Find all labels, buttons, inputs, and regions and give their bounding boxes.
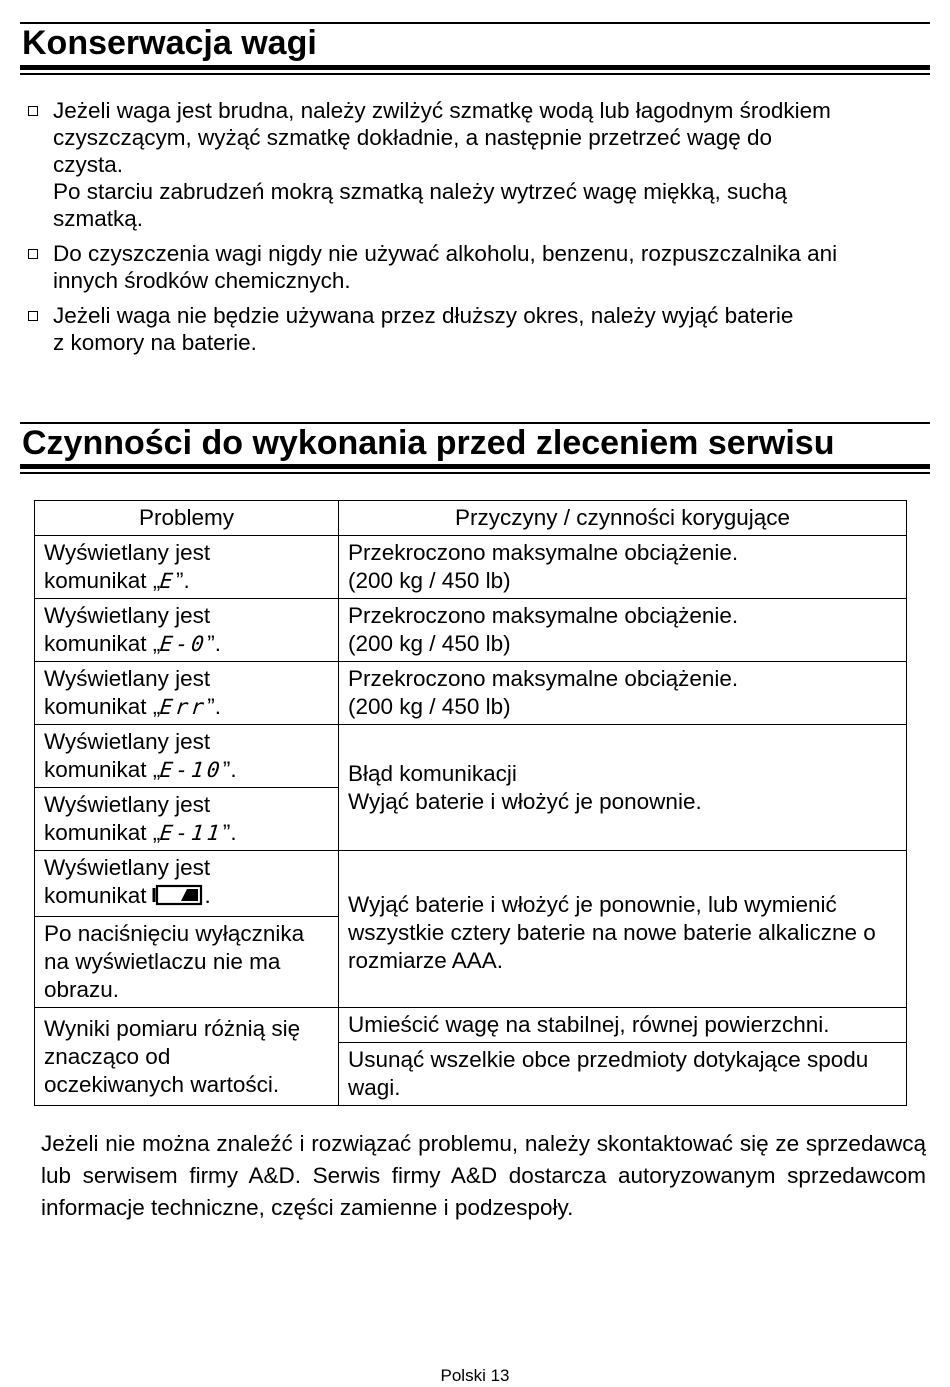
- maintenance-bullet: [28, 97, 928, 232]
- support-contact-note: Jeżeli nie można znaleźć i rozwiązać problemu, należy skontaktować się ze sprzedawcą lub serwisem firmy A&D. Serwis firmy A&D dostarcza autoryzowanym sprzedawcom informacje techniczne, części zamienne i podzespoły.: [41, 1131, 926, 1220]
- problem-cell: [35, 1008, 339, 1106]
- checkbox-bullet-icon: [28, 106, 38, 116]
- column-header-problems: Problemy: [35, 501, 339, 536]
- problem-message: komunikat „E-10”.: [44, 757, 237, 782]
- problem-prefix: Wyświetlany jest: [44, 855, 211, 880]
- header-thick-rule: [20, 65, 930, 70]
- cause-cell: [339, 536, 907, 599]
- lcd-code-e-10: E-10: [159, 758, 225, 782]
- header-thin-rule: [20, 472, 930, 474]
- cause-cell: [339, 599, 907, 662]
- lcd-code-e-11: E-11: [159, 821, 225, 845]
- table-row: [35, 851, 907, 917]
- cause-line: Przekroczono maksymalne obciążenie.: [348, 603, 739, 628]
- page-number: Polski 13: [440, 1366, 510, 1385]
- problem-message: komunikat .: [44, 882, 329, 913]
- cause-line: Błąd komunikacji: [348, 760, 517, 786]
- problem-prefix: Wyświetlany jest: [44, 540, 211, 565]
- header-thick-rule: [20, 464, 930, 469]
- bullet-line: czysta.: [53, 152, 124, 177]
- bullet-line: Do czyszczenia wagi nigdy nie używać alkoholu, benzenu, rozpuszczalnika ani: [53, 241, 838, 266]
- cause-line: (200 kg / 450 lb): [348, 631, 511, 656]
- table-row: [35, 599, 907, 662]
- problem-cell: [35, 599, 339, 662]
- problem-cell: [35, 917, 339, 1008]
- checkbox-bullet-icon: [28, 311, 38, 321]
- bullet-line: innych środków chemicznych.: [53, 268, 351, 293]
- bullet-line: czyszczącym, wyżąć szmatkę dokładnie, a następnie przetrzeć wagę do: [53, 125, 773, 150]
- section-header-troubleshooting: [20, 422, 930, 474]
- problem-line: znacząco od: [44, 1043, 171, 1069]
- problem-line: oczekiwanych wartości.: [44, 1071, 280, 1097]
- lcd-code-err: Err: [159, 695, 209, 719]
- maintenance-bullet: [28, 240, 928, 294]
- cause-cell: Umieścić wagę na stabilnej, równej powierzchni.: [339, 1008, 907, 1043]
- section-header-maintenance: [20, 22, 930, 74]
- checkbox-bullet-icon: [28, 249, 38, 259]
- table-row: [35, 1008, 907, 1043]
- bullet-line: szmatką.: [53, 206, 144, 231]
- problem-prefix: Wyświetlany jest: [44, 603, 211, 628]
- problem-message: komunikat „Err”.: [44, 694, 221, 719]
- maintenance-bullet-list: [28, 97, 928, 364]
- bullet-line: Po starciu zabrudzeń mokrą szmatką należy wytrzeć wagę miękką, suchą: [53, 179, 788, 204]
- problem-cell: [35, 725, 339, 788]
- problem-line: na wyświetlaczu nie ma: [44, 949, 281, 974]
- cause-cell: Usunąć wszelkie obce przedmioty dotykające spodu wagi.: [339, 1043, 907, 1106]
- bullet-line: Jeżeli waga jest brudna, należy zwilżyć szmatkę wodą lub łagodnym środkiem: [53, 98, 831, 123]
- cause-cell-battery: Wyjąć baterie i włożyć je ponownie, lub wymienić wszystkie cztery baterie na nowe baterie alkaliczne o rozmiarze AAA.: [339, 851, 907, 1008]
- problem-cell: [35, 851, 339, 917]
- bullet-line: z komory na baterie.: [53, 330, 257, 355]
- table-row: [35, 662, 907, 725]
- problem-cell: [35, 536, 339, 599]
- header-thin-rule: [20, 73, 930, 75]
- section-title-troubleshooting: Czynności do wykonania przed zleceniem serwisu: [22, 424, 835, 462]
- cause-cell: [339, 662, 907, 725]
- problem-line: Wyniki pomiaru różnią się: [44, 1015, 301, 1041]
- problem-message: komunikat „E-11”.: [44, 820, 237, 845]
- table-row: [35, 725, 907, 788]
- problem-prefix: Wyświetlany jest: [44, 792, 211, 817]
- cause-line: Wyjąć baterie i włożyć je ponownie.: [348, 788, 702, 814]
- cause-line: (200 kg / 450 lb): [348, 568, 511, 593]
- maintenance-bullet: [28, 302, 928, 356]
- table-row: [35, 536, 907, 599]
- problem-message: komunikat „E”.: [44, 568, 190, 593]
- problem-message: komunikat „E-0”.: [44, 631, 221, 656]
- low-battery-icon: [151, 884, 203, 913]
- table-header-row: [35, 501, 907, 536]
- problem-prefix: Wyświetlany jest: [44, 729, 211, 754]
- troubleshooting-table: [34, 500, 907, 1106]
- cause-line: (200 kg / 450 lb): [348, 694, 511, 719]
- bullet-line: Jeżeli waga nie będzie używana przez dłuższy okres, należy wyjąć baterie: [53, 303, 794, 328]
- lcd-code-e-0: E-0: [159, 632, 209, 656]
- problem-cell: [35, 788, 339, 851]
- problem-line: Po naciśnięciu wyłącznika: [44, 921, 305, 946]
- problem-cell: [35, 662, 339, 725]
- cause-line: Przekroczono maksymalne obciążenie.: [348, 666, 739, 691]
- problem-prefix: Wyświetlany jest: [44, 666, 211, 691]
- column-header-causes: Przyczyny / czynności korygujące: [339, 501, 907, 536]
- section-title-maintenance: Konserwacja wagi: [22, 24, 317, 62]
- problem-line: obrazu.: [44, 977, 120, 1002]
- cause-cell-communication: [339, 725, 907, 851]
- lcd-code-e: E: [159, 569, 178, 593]
- cause-line: Przekroczono maksymalne obciążenie.: [348, 540, 739, 565]
